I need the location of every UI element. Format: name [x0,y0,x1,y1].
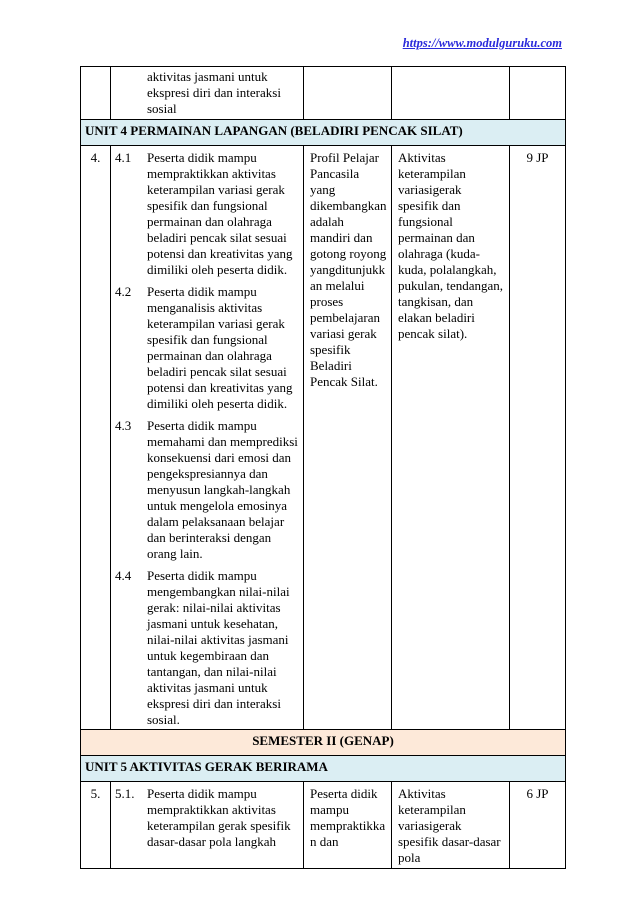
objective-text: Peserta didik mampu memahami dan memprediksi konsekuensi dari emosi dan pengekspresiannya dan menyusun langkah-langkah untuk mengelola emosinya dalam pelaksanaan belajar dan berinteraksi dengan orang lain. [147,418,298,561]
objective-item [111,786,303,850]
jp-cell [510,67,566,120]
unit4-jp: 9 JP [510,146,566,730]
objective-text: Peserta didik mampu menganalisis aktivitas keterampilan variasi gerak spesifik dan fungsional permainan dan olahraga beladiri pencak silat sesuai potensi dan kreativitas yang dimiliki oleh peserta didik. [147,284,293,411]
unit4-heading: UNIT 4 PERMAINAN LAPANGAN (BELADIRI PENCAK SILAT) [81,120,566,146]
activity-cell [392,67,510,120]
profile-cell [304,67,392,120]
no-cell [81,67,111,120]
objective-continuation-cell [111,67,304,120]
objective-number: 5.1. [115,786,135,801]
unit5-activity: Aktivitas keterampilan variasigerak spesifik dasar-dasar pola [392,782,510,869]
semester-row [81,730,566,756]
objective-text: Peserta didik mampu mempraktikkan aktivitas keterampilan variasi gerak spesifik dan fungsional permainan dan olahraga beladiri pencak silat sesuai potensi dan kreativitas yang dimiliki oleh peserta didik. [147,150,293,277]
unit5-objectives-cell [111,782,304,869]
curriculum-table [80,66,566,869]
objective-text: Peserta didik mampu mengembangkan nilai-nilai gerak: nilai-nilai aktivitas jasmani untuk kesehatan, nilai-nilai aktivitas jasmani untuk kegembiraan dan tantangan, dan nilai-nilai aktivitas jasmani untuk ekspresi diri dan interaksi sosial. [147,568,290,727]
unit5-heading-row [81,756,566,782]
semester-heading: SEMESTER II (GENAP) [81,730,566,756]
objective-number: 4.4 [115,568,132,583]
unit5-number: 5. [81,782,111,869]
unit4-profile: Profil Pelajar Pancasila yang dikembangkan adalah mandiri dan gotong royong yangditunjukk an melalui proses pembelajaran variasi gerak spesifik Beladiri Pencak Silat. [304,146,392,730]
unit4-objectives-cell [111,146,304,730]
unit5-jp: 6 JP [510,782,566,869]
objective-number: 4.1 [115,150,132,165]
objective-continuation-text: aktivitas jasmani untuk ekspresi diri dan interaksi sosial [147,69,281,116]
unit5-profile: Peserta didik mampu mempraktikka n dan [304,782,392,869]
objective-item [111,568,303,728]
continuation-row [81,67,566,120]
unit4-activity: Aktivitas keterampilan variasigerak spesifik dan fungsional permainan dan olahraga (kuda-kuda, polalangkah, pukulan, tendangan, tangkisan, dan elakan beladiri pencak silat). [392,146,510,730]
unit4-row [81,146,566,730]
source-url-link[interactable]: https://www.modulguruku.com [402,36,562,50]
unit5-heading: UNIT 5 AKTIVITAS GERAK BERIRAMA [81,756,566,782]
unit4-heading-row [81,120,566,146]
objective-number: 4.2 [115,284,132,299]
objective-item [111,418,303,562]
unit5-row [81,782,566,869]
unit4-number: 4. [81,146,111,730]
objective-item [111,284,303,412]
objective-number: 4.3 [115,418,132,433]
objective-text: Peserta didik mampu mempraktikkan aktivitas keterampilan gerak spesifik dasar-dasar pola langkah [147,786,291,849]
objective-item [111,150,303,278]
